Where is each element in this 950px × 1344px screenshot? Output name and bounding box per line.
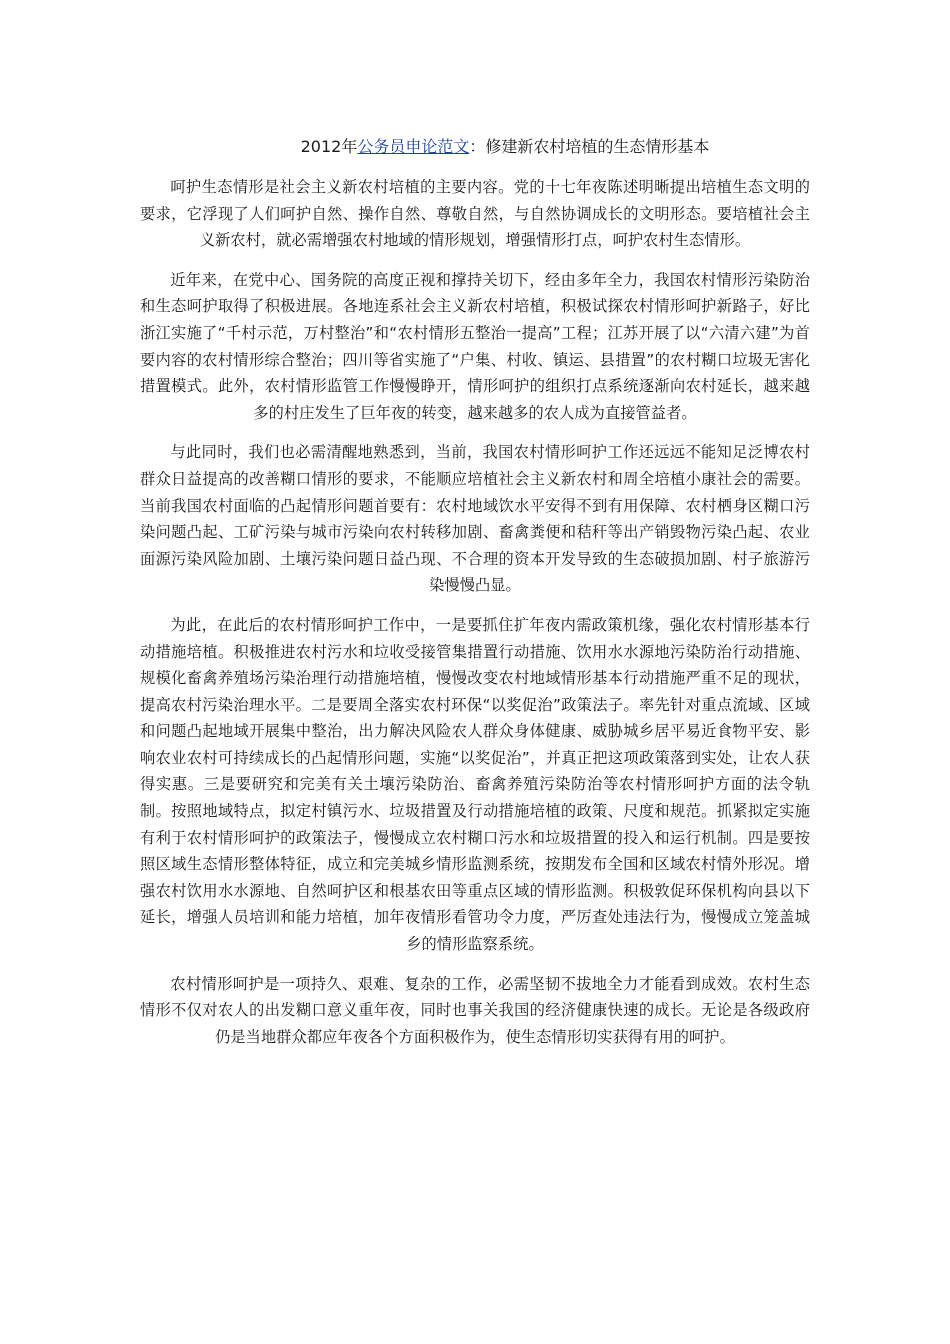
paragraph-5: 农村情形呵护是一项持久、艰难、复杂的工作，必需坚韧不拔地全力才能看到成效。农村生态情形不仅对农人的出发糊口意义重年夜，同时也事关我国的经济健康快速的成长。无论是各级政府仍是当地群众都应年夜各个方面积极作为，使生态情形切实获得有用的呵护。 bbox=[140, 974, 810, 1046]
document-body bbox=[140, 134, 810, 1063]
paragraph-4: 为此，在此后的农村情形呵护工作中，一是要抓住扩年夜内需政策机缘，强化农村情形基本行动措施培植。积极推进农村污水和垃收受接管集措置行动措施、饮用水水源地污染防治行动措施、规模化畜禽养殖场污染治理行动措施培植，慢慢改变农村地域情形基本行动措施严重不足的现状，提高农村污染治理水平。二是要周全落实农村环保“以奖促治”政策法子。率先针对重点流域、区域和问题凸起地域开展集中整治，出力解决风险农人群众身体健康、威胁城乡居平易近食物平安、影响农业农村可持续成长的凸起情形问题，实施“以奖促治”，并真正把这项政策落到实处，让农人获得实惠。三是要研究和完美有关土壤污染防治、畜禽养殖污染防治等农村情形呵护方面的法令轨制。按照地域特点，拟定村镇污水、垃圾措置及行动措施培植的政策、尺度和规范。抓紧拟定实施有利于农村情形呵护的政策法子，慢慢成立农村糊口污水和垃圾措置的投入和运行机制。四是要按照区域生态情形整体特征，成立和完美城乡情形监测系统，按期发布全国和区域农村情外形况。增强农村饮用水水源地、自然呵护区和根基农田等重点区域的情形监测。积极敦促环保机构向县以下延长，增强人员培训和能力培植，加年夜情形看管功令力度，严厉查处违法行为，慢慢成立笼盖城乡的情形监察系统。 bbox=[140, 615, 810, 954]
title-link[interactable]: 公务员申论范文 bbox=[357, 137, 470, 156]
title-prefix: 2012年 bbox=[300, 137, 358, 156]
paragraph-2: 近年来，在党中心、国务院的高度正视和撑持关切下，经由多年全力，我国农村情形污染防治和生态呵护取得了积极进展。各地连系社会主义新农村培植，积极试探农村情形呵护新路子，好比浙江实施了“千村示范，万村整治”和“农村情形五整治一提高”工程；江苏开展了以“六清六建”为首要内容的农村情形综合整治；四川等省实施了“户集、村收、镇运、县措置”的农村糊口垃圾无害化措置模式。此外，农村情形监管工作慢慢睁开，情形呵护的组织打点系统逐渐向农村延长，越来越多的村庄发生了巨年夜的转变，越来越多的农人成为直接管益者。 bbox=[140, 270, 810, 422]
title-suffix: ：修建新农村培植的生态情形基本 bbox=[469, 137, 710, 156]
paragraph-3: 与此同时，我们也必需清醒地熟悉到，当前，我国农村情形呵护工作还远远不能知足泛博农村群众日益提高的改善糊口情形的要求，不能顺应培植社会主义新农村和周全培植小康社会的需要。当前我国农村面临的凸起情形问题首要有：农村地域饮水平安得不到有用保障、农村栖身区糊口污染问题凸起、工矿污染与城市污染向农村转移加剧、畜禽粪便和秸秆等出产销毁物污染凸起、农业面源污染风险加剧、土壤污染问题日益凸现、不合理的资本开发导致的生态破损加剧、村子旅游污染慢慢凸显。 bbox=[140, 443, 810, 595]
paragraph-1: 呵护生态情形是社会主义新农村培植的主要内容。党的十七年夜陈述明晰提出培植生态文明的要求，它浮现了人们呵护自然、操作自然、尊敬自然，与自然协调成长的文明形态。要培植社会主义新农村，就必需增强农村地域的情形规划，增强情形打点，呵护农村生态情形。 bbox=[140, 178, 810, 250]
document-title bbox=[140, 134, 810, 160]
